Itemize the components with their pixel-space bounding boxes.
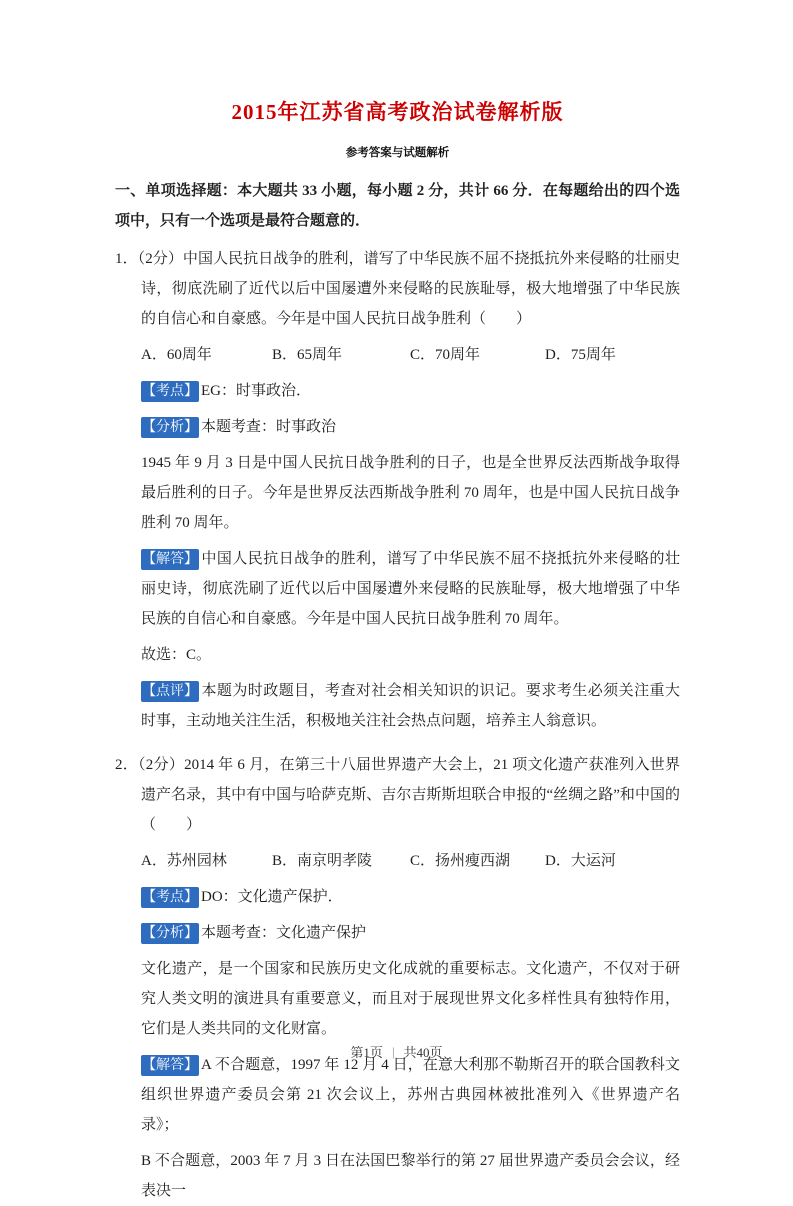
paragraph-text: 文化遗产，是一个国家和民族历史文化成就的重要标志。文化遗产，不仅对于研究人类文明的演进具有重要意义，而且对于展现世界文化多样性具有独特作用，它们是人类共同的文化财富。 xyxy=(141,961,680,1037)
questions xyxy=(115,244,680,1206)
footer-page-number: 第1页 xyxy=(350,1045,383,1060)
option: B．南京明孝陵 xyxy=(272,853,373,869)
analysis-paragraph xyxy=(141,918,680,948)
options-row xyxy=(141,846,680,876)
paragraph-text: 本题为时政题目，考查对社会相关知识的识记。要求考生必须关注重大时事，主动地关注生活，积极地关注社会热点问题，培养主人翁意识。 xyxy=(141,683,680,729)
paragraph-text: 本题考查：时事政治 xyxy=(201,419,337,435)
analysis-paragraph xyxy=(141,448,680,538)
analysis-paragraph xyxy=(141,954,680,1044)
tag-exam-point[interactable]: 【考点】 xyxy=(141,381,199,402)
footer-total-pages: 共40页 xyxy=(403,1045,443,1060)
option: A．苏州园林 xyxy=(141,853,227,869)
options-row xyxy=(141,340,680,370)
question xyxy=(115,750,680,1206)
analysis-paragraph xyxy=(141,1050,680,1140)
analysis-paragraph xyxy=(141,376,680,406)
question-stem: 2．（2分）2014 年 6 月，在第三十八届世界遗产大会上，21 项文化遗产获准列入世界遗产名录，其中有中国与哈萨克斯、吉尔吉斯斯坦联合申报的“丝绸之路”和中国的（ ） xyxy=(115,757,680,833)
analysis-paragraph xyxy=(141,640,680,670)
analysis-paragraph xyxy=(141,412,680,442)
tag-analysis[interactable]: 【分析】 xyxy=(141,923,199,944)
option: C．70周年 xyxy=(410,347,481,363)
question-stem: 1．（2分）中国人民抗日战争的胜利，谱写了中华民族不屈不挠抵抗外来侵略的壮丽史诗，彻底洗刷了近代以后中国屡遭外来侵略的民族耻辱，极大地增强了中华民族的自信心和自豪感。今年是中国人民抗日战争胜利（ ） xyxy=(115,251,680,327)
option: D．75周年 xyxy=(545,347,616,363)
tag-analysis[interactable]: 【分析】 xyxy=(141,417,199,438)
option: B．65周年 xyxy=(272,347,343,363)
tag-answer[interactable]: 【解答】 xyxy=(141,549,199,570)
option: A．60周年 xyxy=(141,347,212,363)
paragraph-text: 故选：C。 xyxy=(141,647,212,663)
document-title: 2015年江苏省高考政治试卷解析版 xyxy=(231,100,564,124)
paragraph-text: 本题考查：文化遗产保护 xyxy=(201,925,367,941)
paragraph-text: 中国人民抗日战争的胜利，谱写了中华民族不屈不挠抵抗外来侵略的壮丽史诗，彻底洗刷了近代以后中国屡遭外来侵略的民族耻辱，极大地增强了中华民族的自信心和自豪感。今年是中国人民抗日战争胜利 70 周年。 xyxy=(141,551,680,627)
section-heading: 一、单项选择题：本大题共 33 小题，每小题 2 分，共计 66 分．在每题给出的四个选项中，只有一个选项是最符合题意的． xyxy=(115,183,680,229)
document-subtitle: 参考答案与试题解析 xyxy=(345,147,450,159)
analysis-paragraph xyxy=(141,1146,680,1206)
footer-separator: | xyxy=(391,1043,395,1059)
analysis-paragraph xyxy=(141,676,680,736)
analysis-paragraph xyxy=(141,882,680,912)
tag-comment[interactable]: 【点评】 xyxy=(141,681,199,702)
option: C．扬州瘦西湖 xyxy=(410,853,511,869)
paragraph-text: A 不合题意，1997 年 12 月 4 日，在意大利那不勒斯召开的联合国教科文组织世界遗产委员会第 21 次会议上，苏州古典园林被批准列入《世界遗产名录》； xyxy=(141,1057,680,1133)
tag-answer[interactable]: 【解答】 xyxy=(141,1055,199,1076)
paragraph-text: DO：文化遗产保护． xyxy=(201,889,343,905)
paragraph-text: 1945 年 9 月 3 日是中国人民抗日战争胜利的日子，也是全世界反法西斯战争取得最后胜利的日子。今年是世界反法西斯战争胜利 70 周年，也是中国人民抗日战争胜利 70 周年。 xyxy=(141,455,680,531)
page-footer xyxy=(0,1042,793,1061)
question xyxy=(115,244,680,736)
paragraph-text: B 不合题意，2003 年 7 月 3 日在法国巴黎举行的第 27 届世界遗产委员会会议，经表决一 xyxy=(141,1153,680,1199)
paragraph-text: EG：时事政治． xyxy=(201,383,311,399)
option: D．大运河 xyxy=(545,853,616,869)
tag-exam-point[interactable]: 【考点】 xyxy=(141,887,199,908)
analysis-paragraph xyxy=(141,544,680,634)
